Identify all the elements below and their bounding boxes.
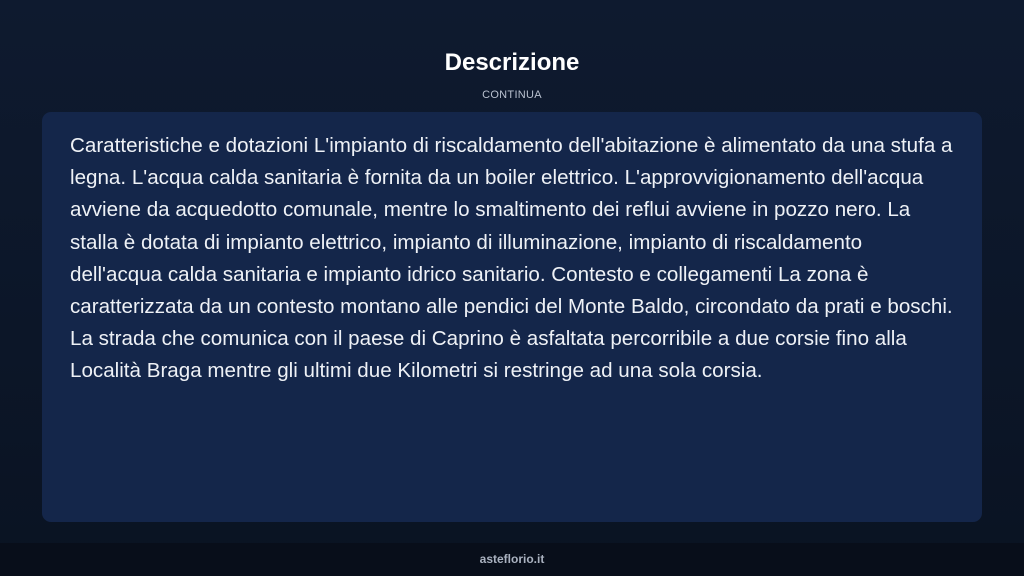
footer-site-label: asteflorio.it (479, 552, 545, 566)
page-header (0, 48, 1024, 102)
description-card (42, 112, 982, 522)
page-subtitle: CONTINUA (482, 89, 542, 101)
description-text: Caratteristiche e dotazioni L'impianto di riscaldamento dell'abitazione è alimentato da una stufa a legna. L'acqua calda sanitaria è fornita da un boiler elettrico. L'approvvigionamento dell'acqua avviene da acquedotto comunale, mentre lo smaltimento dei reflui avviene in pozzo nero. La stalla è dotata di impianto elettrico, impianto di illuminazione, impianto di riscaldamento dell'acqua calda sanitaria e impianto idrico sanitario. Contesto e collegamenti La zona è caratterizzata da un contesto montano alle pendici del Monte Baldo, circondato da prati e boschi. La strada che comunica con il paese di Caprino è asfaltata percorribile a due corsie fino alla Località Braga mentre gli ultimi due Kilometri si restringe ad una sola corsia. (70, 134, 953, 383)
page-title: Descrizione (444, 49, 580, 76)
footer-bar (0, 543, 1024, 576)
